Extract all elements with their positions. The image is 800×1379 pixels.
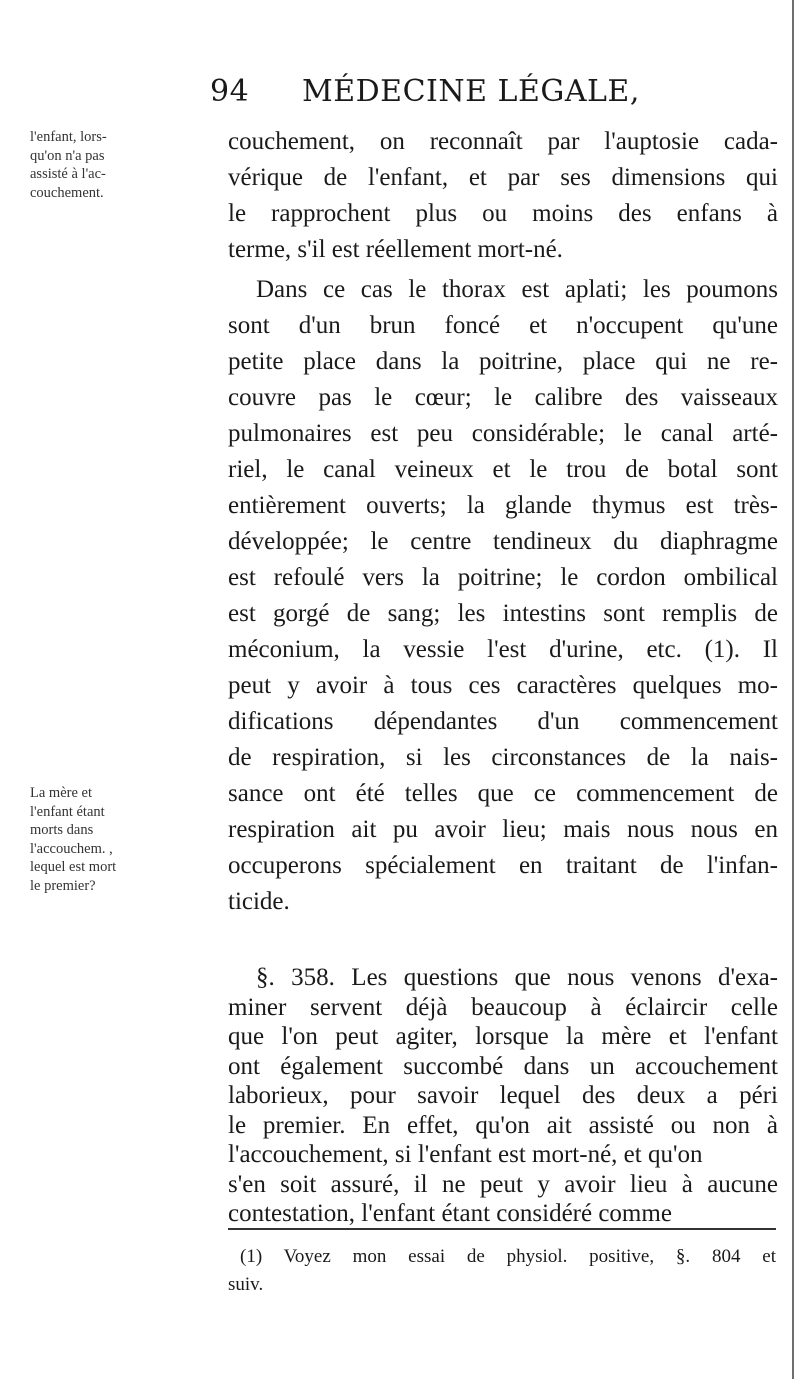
text-line: riel, le canal veineux et le trou de botal sont [228, 456, 778, 483]
text-line: est gorgé de sang; les intestins sont remplis de [228, 600, 778, 627]
margin-note-1 [30, 128, 200, 202]
text-line: sance ont été telles que ce commencement de [228, 780, 778, 807]
text-line: miner servent déjà beaucoup à éclaircir celle [228, 993, 778, 1021]
text-line: petite place dans la poitrine, place qui ne re- [228, 348, 778, 375]
margin-note-line: qu'on n'a pas [30, 147, 105, 164]
text-line: vérique de l'enfant, et par ses dimensions qui [228, 164, 778, 191]
text-line: pulmonaires est peu considérable; le canal arté- [228, 420, 778, 447]
text-line: l'accouchement, si l'enfant est mort-né, et qu'on [228, 1141, 703, 1168]
text-line: sont d'un brun foncé et n'occupent qu'une [228, 312, 778, 339]
running-title: MÉDECINE LÉGALE, [302, 74, 640, 109]
margin-note-line: assisté à l'ac- [30, 166, 106, 182]
text-line: ticide. [228, 888, 290, 915]
text-line: difications dépendantes d'un commencement [228, 708, 778, 735]
text-line: couvre pas le cœur; le calibre des vaisseaux [228, 384, 778, 411]
margin-note-line: morts dans [30, 822, 94, 838]
footnote-rule [228, 1228, 776, 1230]
text-line: de respiration, si les circonstances de la nais- [228, 744, 778, 771]
text-line: terme, s'il est réellement mort-né. [228, 236, 563, 263]
text-line: méconium, la vessie l'est d'urine, etc. (1). Il [228, 636, 778, 663]
footnote-line: (1) Voyez mon essai de physiol. positive, §. 804 et [240, 1246, 776, 1267]
text-line: entièrement ouverts; la glande thymus est très- [228, 492, 778, 519]
margin-note-line: l'accouchem. , [30, 840, 113, 857]
margin-note-2 [30, 784, 200, 895]
margin-note-line: couchement. [30, 184, 104, 201]
page-number: 94 [210, 74, 250, 109]
text-line: que l'on peut agiter, lorsque la mère et l'enfant [228, 1023, 778, 1050]
text-line: occuperons spécialement en traitant de l'infan- [228, 852, 778, 879]
text-line: peut y avoir à tous ces caractères quelques mo- [228, 672, 778, 699]
text-line: respiration ait pu avoir lieu; mais nous nous en [228, 816, 778, 843]
margin-note-line: le premier? [30, 877, 96, 894]
text-line: Dans ce cas le thorax est aplati; les poumons [256, 276, 778, 303]
footnote-line: suiv. [228, 1274, 264, 1295]
text-line: ont également succombé dans un accouchement [228, 1052, 778, 1080]
text-line: §. 358. Les questions que nous venons d'exa- [256, 964, 778, 991]
margin-note-line: lequel est mort [30, 859, 117, 875]
page-header [210, 74, 670, 114]
text-line: développée; le centre tendineux du diaphragme [228, 528, 778, 555]
margin-note-line: l'enfant, lors- [30, 129, 107, 145]
margin-note-line: l'enfant étant [30, 803, 105, 820]
text-line: laborieux, pour savoir lequel des deux a péri [228, 1082, 778, 1109]
margin-note-line: La mère et [30, 785, 92, 801]
text-line: contestation, l'enfant étant considéré comme [228, 1200, 672, 1227]
text-line: est refoulé vers la poitrine; le cordon ombilical [228, 564, 778, 591]
text-line: le rapprochent plus ou moins des enfans à [228, 200, 778, 227]
text-line: s'en soit assuré, il ne peut y avoir lieu à aucune [228, 1170, 778, 1198]
text-line: le premier. En effet, qu'on ait assisté ou non à [228, 1111, 778, 1139]
page-edge-line [792, 0, 794, 1379]
text-line: couchement, on reconnaît par l'auptosie cada- [228, 128, 778, 155]
